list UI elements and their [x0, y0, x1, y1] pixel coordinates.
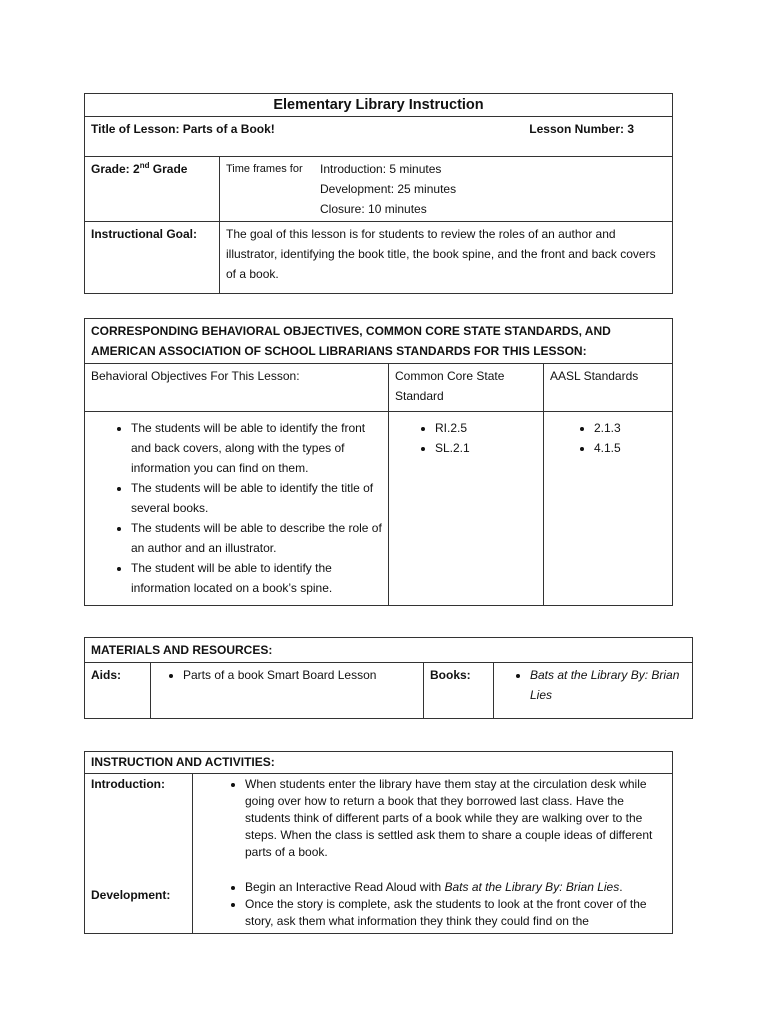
lesson-info-table: [84, 93, 673, 294]
instruction-heading-row: [85, 752, 673, 774]
materials-heading-row: [85, 638, 693, 663]
grade-sup: nd: [139, 161, 150, 170]
phase-labels-cell: [85, 774, 193, 934]
lesson-number: Lesson Number: 3: [529, 122, 634, 136]
grade-suffix: Grade: [149, 162, 188, 176]
list-item: • The students will be able to describe the role of an author and an illustrator.: [131, 518, 382, 558]
materials-table: [84, 637, 693, 719]
objectives-col-common-core: Common Core State Standard: [389, 364, 544, 412]
dev-item-suffix: .: [619, 880, 623, 894]
goal-text: The goal of this lesson is for students to review the roles of an author and illustrator, identifying the book title, the book spine, and the front and back covers of a book.: [220, 222, 673, 294]
lesson-title: Title of Lesson: Parts of a Book!: [91, 122, 275, 136]
dev-item-prefix: Begin an Interactive Read Aloud with: [245, 880, 445, 894]
objectives-header-row: [85, 364, 673, 412]
grade-row: [85, 157, 673, 222]
objectives-table: [84, 318, 673, 606]
grade-cell: [85, 157, 220, 222]
list-item: • The students will be able to identify the title of several books.: [131, 478, 382, 518]
list-item: • RI.2.5: [435, 418, 537, 438]
lesson-heading-row: [85, 94, 673, 117]
materials-content-row: [85, 663, 693, 719]
dev-item-book-title: Bats at the Library By: Brian Lies: [444, 880, 620, 894]
aasl-cell: [544, 412, 673, 606]
list-item: • 2.1.3: [594, 418, 666, 438]
books-label: Books:: [424, 663, 494, 719]
list-item: • SL.2.1: [435, 438, 537, 458]
instruction-table: [84, 751, 673, 934]
common-core-cell: [389, 412, 544, 606]
books-cell: [494, 663, 693, 719]
introduction-list: [199, 776, 666, 861]
objectives-heading-row: [85, 319, 673, 364]
timeframe-intro: Introduction: 5 minutes: [320, 162, 442, 176]
timeframe-closure: Closure: 10 minutes: [320, 202, 427, 216]
list-item: • Bats at the Library By: Brian Lies: [530, 665, 686, 705]
grade-prefix: Grade: 2: [91, 162, 140, 176]
behavioral-objectives-list: [91, 418, 382, 598]
aids-list: [157, 665, 417, 685]
materials-heading: MATERIALS AND RESOURCES:: [85, 638, 693, 663]
instruction-heading: INSTRUCTION AND ACTIVITIES:: [85, 752, 673, 774]
phase-content-cell: [193, 774, 673, 934]
introduction-label: Introduction:: [91, 777, 165, 791]
aids-cell: [151, 663, 424, 719]
aasl-list: [550, 418, 666, 458]
list-item: [245, 879, 666, 896]
timeframes-cell: [220, 157, 673, 222]
timeframe-development: Development: 25 minutes: [320, 182, 457, 196]
goal-label: Instructional Goal:: [85, 222, 220, 294]
list-item: • The students will be able to identify the front and back covers, along with the types of information you can find on them.: [131, 418, 382, 478]
objectives-col-aasl: AASL Standards: [544, 364, 673, 412]
objectives-heading: CORRESPONDING BEHAVIORAL OBJECTIVES, COMMON CORE STATE STANDARDS, AND AMERICAN ASSOCIATION OF SCHOOL LIBRARIANS STANDARDS FOR THIS LESSON:: [85, 319, 673, 364]
development-label: Development:: [91, 888, 171, 902]
instruction-content-row: [85, 774, 673, 934]
list-item: • 4.1.5: [594, 438, 666, 458]
objectives-content-row: [85, 412, 673, 606]
list-item: • Parts of a book Smart Board Lesson: [183, 665, 417, 685]
books-list: [500, 665, 686, 705]
timeframes-label: Time frames for: [226, 163, 303, 175]
lesson-heading: Elementary Library Instruction: [85, 94, 673, 117]
goal-row: [85, 222, 673, 294]
objectives-col-behavioral: Behavioral Objectives For This Lesson:: [85, 364, 389, 412]
lesson-title-row: [85, 117, 673, 157]
aids-label: Aids:: [85, 663, 151, 719]
common-core-list: [395, 418, 537, 458]
list-item: • Once the story is complete, ask the students to look at the front cover of the story, ask them what information they think they could find on the: [245, 896, 666, 930]
behavioral-objectives-cell: [85, 412, 389, 606]
list-item: • The student will be able to identify the information located on a book’s spine.: [131, 558, 382, 598]
development-list: [199, 879, 666, 930]
list-item: • When students enter the library have them stay at the circulation desk while going over how to return a book that they borrowed last class. Have the students think of different parts of a book while they are walking over to the steps. When the class is settled ask them to share a couple ideas of different parts of a book.: [245, 776, 666, 861]
